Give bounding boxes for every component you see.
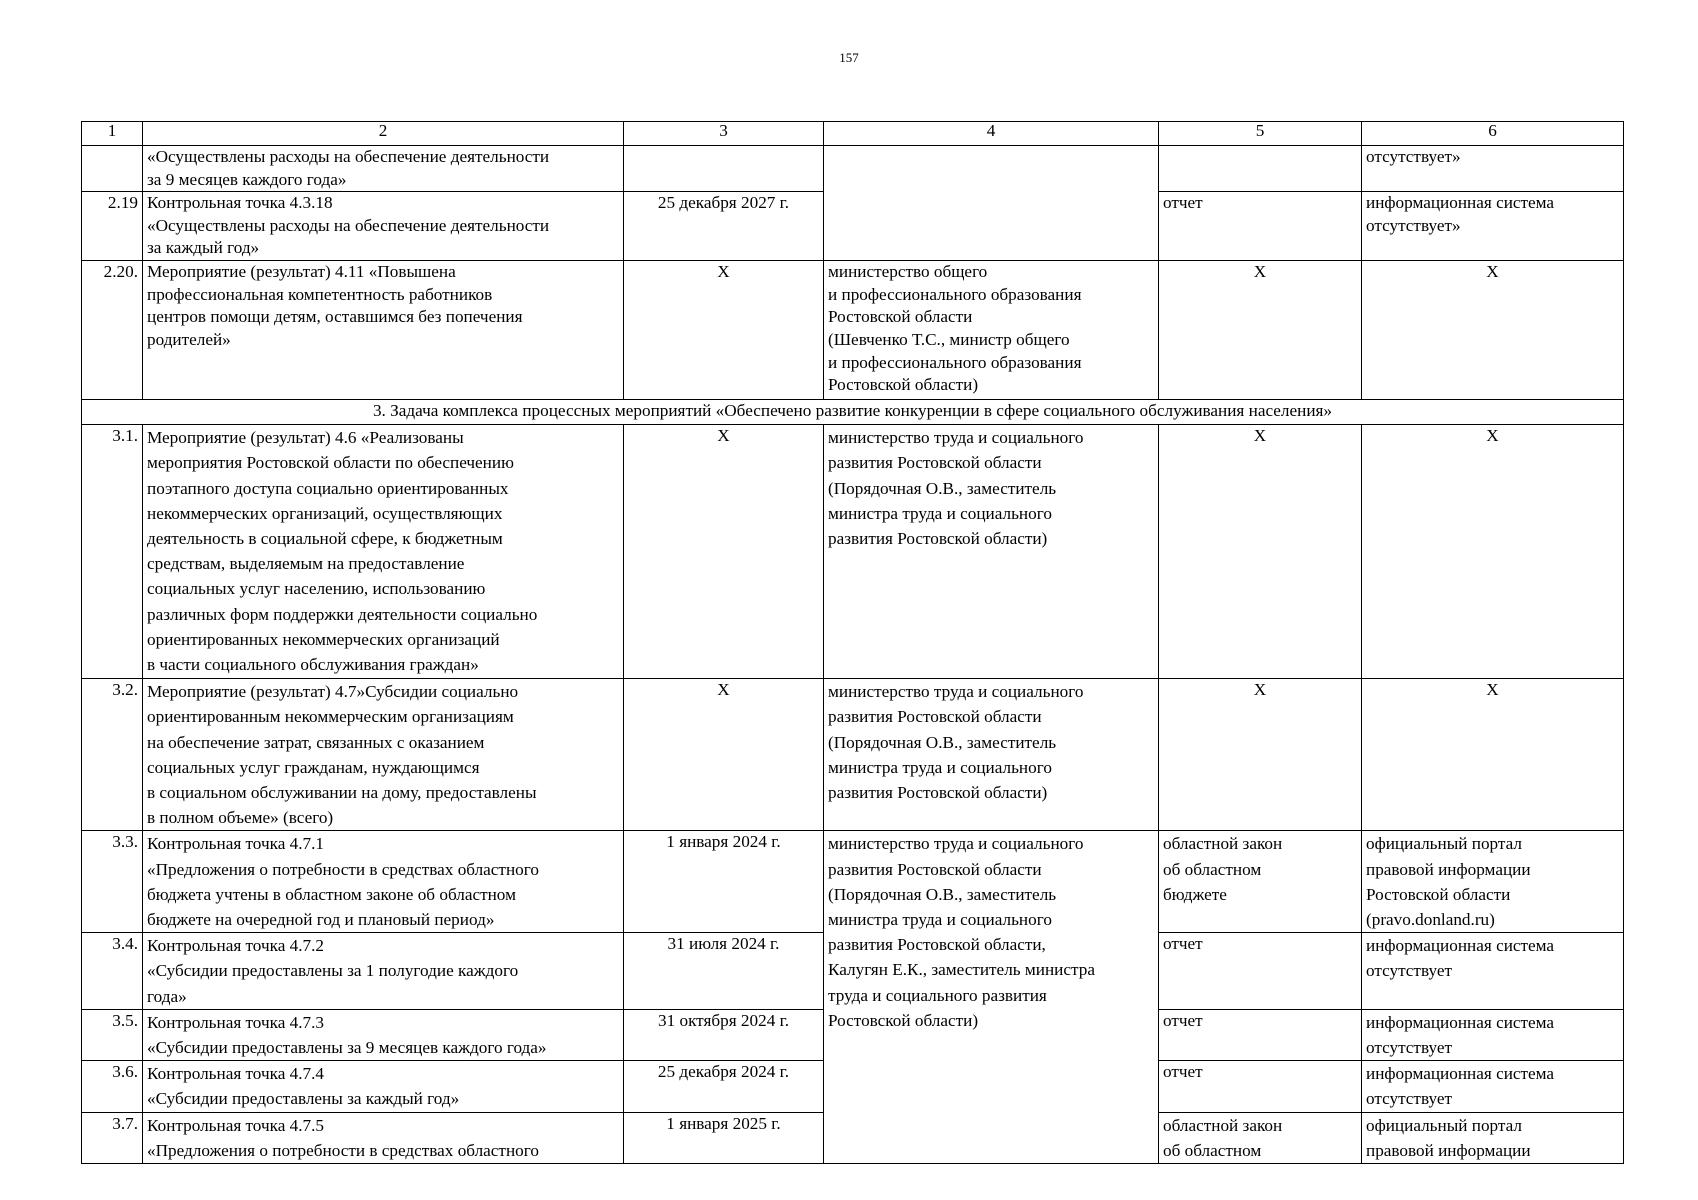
text-line: деятельность в социальной сфере, к бюджетным <box>147 529 503 548</box>
row-number: 2.20. <box>82 261 143 400</box>
text-line: бюджета учтены в областном законе об областном <box>147 884 516 904</box>
row-document-type <box>1159 1112 1362 1163</box>
row-date <box>624 146 824 192</box>
header-cell-6: 6 <box>1362 122 1624 146</box>
row-description <box>143 261 624 400</box>
table-header-row <box>82 122 1624 146</box>
row-number: 2.19 <box>82 192 143 261</box>
row-number: 3.7. <box>82 1112 143 1163</box>
table-row <box>82 261 1624 400</box>
text-line: (Шевченко Т.С., министр общего <box>828 329 1070 349</box>
header-cell-1: 1 <box>82 122 143 146</box>
text-line: в социальном обслуживании на дому, предоставлены <box>147 783 537 802</box>
text-line: Ростовской области) <box>828 1010 979 1030</box>
text-line: Ростовской области <box>1366 884 1511 904</box>
row-description <box>143 933 624 1010</box>
text-line: «Осуществлены расходы на обеспечение деятельности <box>147 147 550 166</box>
table-row <box>82 425 1624 679</box>
section-row <box>82 400 1624 425</box>
text-line: Калугян Е.К., заместитель министра <box>828 960 1095 980</box>
row-description <box>143 1061 624 1112</box>
text-line: различных форм поддержки деятельности социально <box>147 604 538 624</box>
text-line: «Субсидии предоставлены за каждый год» <box>147 1089 460 1109</box>
row-document-type: отчет <box>1159 1009 1362 1060</box>
text-line: за 9 месяцев каждого года» <box>147 169 347 189</box>
text-line: развития Ростовской области <box>828 707 1042 727</box>
text-line: Контрольная точка 4.3.18 <box>147 193 333 213</box>
row-number: 3.5. <box>82 1009 143 1060</box>
row-document-type: отчет <box>1159 192 1362 261</box>
text-line: года» <box>147 986 187 1006</box>
text-line: и профессионального образования <box>828 284 1082 304</box>
text-line: Мероприятие (результат) 4.7»Субсидии социально <box>147 682 519 702</box>
text-line: отсутствует <box>1366 1089 1452 1109</box>
row-date: 1 января 2025 г. <box>624 1112 824 1163</box>
row-description <box>143 679 624 831</box>
text-line: развития Ростовской области) <box>828 783 1048 802</box>
text-line: профессиональная компетентность работников <box>147 284 493 304</box>
text-line: министра труда и социального <box>828 757 1052 777</box>
text-line: отсутствует» <box>1366 147 1461 166</box>
row-description <box>143 1009 624 1060</box>
header-cell-4: 4 <box>824 122 1159 146</box>
row-info-source <box>1362 831 1624 933</box>
text-line: развития Ростовской области, <box>828 935 1046 955</box>
row-document-type: отчет <box>1159 1061 1362 1112</box>
row-document-type: отчет <box>1159 933 1362 1010</box>
text-line: мероприятия Ростовской области по обеспечению <box>147 453 514 473</box>
section-title: 3. Задача комплекса процессных мероприятий «Обеспечено развитие конкуренции в сфере социального обслуживания населения» <box>82 400 1624 425</box>
text-line: информационная система <box>1366 936 1555 956</box>
text-line: родителей» <box>147 329 231 349</box>
text-line: в полном объеме» (всего) <box>147 808 334 828</box>
row-number: 3.3. <box>82 831 143 933</box>
row-document-type: Х <box>1159 261 1362 400</box>
text-line: бюджете <box>1163 884 1227 904</box>
text-line: бюджете на очередной год и плановый период» <box>147 910 495 930</box>
row-document-type <box>1159 831 1362 933</box>
text-line: об областном <box>1163 1140 1262 1160</box>
row-info-source <box>1362 1009 1624 1060</box>
text-line: развития Ростовской области) <box>828 529 1048 548</box>
text-line: об областном <box>1163 859 1262 879</box>
text-line: (pravo.donland.ru) <box>1366 910 1495 930</box>
text-line: «Субсидии предоставлены за 1 полугодие каждого <box>147 961 519 981</box>
text-line: социальных услуг населению, использованию <box>147 579 486 599</box>
text-line: (Порядочная О.В., заместитель <box>828 478 1057 498</box>
text-line: средствам, выделяемым на предоставление <box>147 554 465 574</box>
row-description <box>143 192 624 261</box>
row-number <box>82 146 143 192</box>
row-info-source <box>1362 933 1624 1010</box>
text-line: труда и социального развития <box>828 985 1047 1005</box>
text-line: «Субсидии предоставлены за 9 месяцев каждого года» <box>147 1038 547 1058</box>
text-line: Мероприятие (результат) 4.6 «Реализованы <box>147 428 464 448</box>
header-cell-5: 5 <box>1159 122 1362 146</box>
text-line: отсутствует» <box>1366 215 1461 235</box>
text-line: Контрольная точка 4.7.5 <box>147 1115 324 1135</box>
row-description <box>143 146 624 192</box>
text-line: министра труда и социального <box>828 503 1052 523</box>
row-document-type <box>1159 146 1362 192</box>
text-line: Контрольная точка 4.7.2 <box>147 936 324 956</box>
text-line: за каждый год» <box>147 238 260 258</box>
text-line: Мероприятие (результат) 4.11 «Повышена <box>147 262 456 282</box>
text-line: и профессионального образования <box>828 352 1082 372</box>
table-row <box>82 679 1624 831</box>
text-line: министра труда и социального <box>828 910 1052 930</box>
text-line: министерство труда и социального <box>828 834 1084 854</box>
row-date: Х <box>624 679 824 831</box>
text-line: официальный портал <box>1366 1115 1522 1135</box>
row-info-source <box>1362 192 1624 261</box>
text-line: «Осуществлены расходы на обеспечение деятельности <box>147 215 550 235</box>
page-number: 157 <box>839 50 859 65</box>
row-responsible <box>824 146 1159 261</box>
row-description <box>143 1112 624 1163</box>
row-number: 3.1. <box>82 425 143 679</box>
row-date: 1 января 2024 г. <box>624 831 824 933</box>
row-info-source <box>1362 1112 1624 1163</box>
row-date: 31 июля 2024 г. <box>624 933 824 1010</box>
row-info-source: Х <box>1362 261 1624 400</box>
text-line: «Предложения о потребности в средствах областного <box>147 859 539 879</box>
header-cell-2: 2 <box>143 122 624 146</box>
row-date: 25 декабря 2024 г. <box>624 1061 824 1112</box>
text-line: информационная система <box>1366 193 1555 213</box>
text-line: в части социального обслуживания граждан» <box>147 655 479 675</box>
table-row <box>82 831 1624 933</box>
row-responsible <box>824 261 1159 400</box>
text-line: социальных услуг гражданам, нуждающимся <box>147 757 480 777</box>
header-cell-3: 3 <box>624 122 824 146</box>
text-line: Контрольная точка 4.7.1 <box>147 834 324 854</box>
text-line: правовой информации <box>1366 859 1531 879</box>
text-line: министерство труда и социального <box>828 682 1084 702</box>
text-line: информационная система <box>1366 1012 1555 1032</box>
text-line: Ростовской области) <box>828 375 979 395</box>
text-line: официальный портал <box>1366 834 1522 854</box>
row-number: 3.4. <box>82 933 143 1010</box>
document-table <box>81 121 1624 1164</box>
text-line: некоммерческих организаций, осуществляющих <box>147 503 503 523</box>
row-info-source <box>1362 1061 1624 1112</box>
text-line: ориентированным некоммерческим организациям <box>147 707 514 727</box>
text-line: информационная система <box>1366 1064 1555 1084</box>
text-line: отсутствует <box>1366 961 1452 981</box>
text-line: областной закон <box>1163 834 1283 854</box>
text-line: «Предложения о потребности в средствах областного <box>147 1140 539 1160</box>
row-description <box>143 831 624 933</box>
row-number: 3.6. <box>82 1061 143 1112</box>
text-line: областной закон <box>1163 1115 1283 1135</box>
text-line: поэтапного доступа социально ориентированных <box>147 478 509 498</box>
table-row <box>82 146 1624 192</box>
row-document-type: Х <box>1159 679 1362 831</box>
text-line: центров помощи детям, оставшимся без попечения <box>147 307 523 327</box>
text-line: (Порядочная О.В., заместитель <box>828 884 1057 904</box>
row-info-source <box>1362 146 1624 192</box>
text-line: Ростовской области <box>828 307 973 327</box>
row-responsible <box>824 679 1159 831</box>
text-line: министерство труда и социального <box>828 428 1084 448</box>
text-line: на обеспечение затрат, связанных с оказанием <box>147 732 485 752</box>
row-date: Х <box>624 425 824 679</box>
text-line: Контрольная точка 4.7.3 <box>147 1012 324 1032</box>
text-line: ориентированных некоммерческих организаций <box>147 629 500 649</box>
text-line: (Порядочная О.В., заместитель <box>828 732 1057 752</box>
row-document-type: Х <box>1159 425 1362 679</box>
row-date: Х <box>624 261 824 400</box>
text-line: развития Ростовской области <box>828 859 1042 879</box>
row-responsible <box>824 831 1159 1164</box>
row-date: 25 декабря 2027 г. <box>624 192 824 261</box>
text-line: министерство общего <box>828 262 988 282</box>
row-number: 3.2. <box>82 679 143 831</box>
row-description <box>143 425 624 679</box>
row-responsible <box>824 425 1159 679</box>
text-line: отсутствует <box>1366 1038 1452 1058</box>
text-line: правовой информации <box>1366 1140 1531 1160</box>
row-date: 31 октября 2024 г. <box>624 1009 824 1060</box>
text-line: Контрольная точка 4.7.4 <box>147 1064 324 1084</box>
row-info-source: Х <box>1362 679 1624 831</box>
text-line: развития Ростовской области <box>828 453 1042 473</box>
row-info-source: Х <box>1362 425 1624 679</box>
